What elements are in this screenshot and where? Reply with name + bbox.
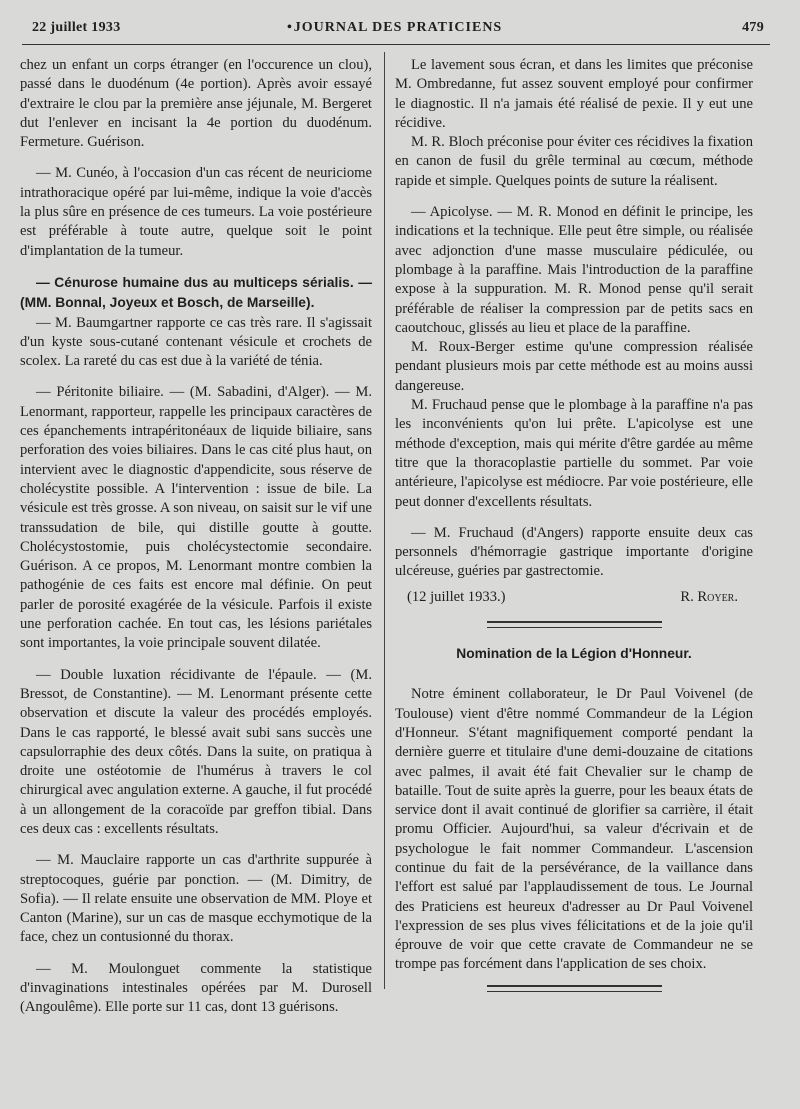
paragraph [20, 851, 372, 947]
paragraph [395, 203, 753, 338]
paragraph [395, 396, 753, 512]
paragraph [395, 133, 753, 191]
journal-title: JOURNAL DES PRATICIENS [293, 20, 503, 35]
nomination-heading: Nomination de la Légion d'Honneur. [456, 646, 692, 662]
paragraph [20, 56, 372, 152]
left-column [20, 56, 372, 1018]
paragraph-text: — M. Cunéo, à l'occasion d'un cas récent de neuriciome intrathoracique opéré par lui-même, indique la voie d'accès la plus sûre en présence de ces tumeurs. La voie postérieure est préférable à toute autre, quelque soit le point d'implantation de la tumeur. [20, 165, 372, 259]
paragraph-text: Le lavement sous écran, et dans les limites que préconise M. Ombredanne, fut assez souvent employé pour confirmer le diagnostic. Il n'a jamais été réalisé de pexie. Il y eut une récidive. [395, 57, 753, 131]
paragraph-text: chez un enfant un corps étranger (en l'occurence un clou), passé dans le duodénum (4e portion). Après avoir essayé d'extraire le clou par la première anse jéjunale, M. Bergeret dut l'enlever en incisant la 4e portion du duodénum. Fermeture. Guérison. [20, 57, 372, 151]
header-rule [22, 44, 770, 45]
paragraph [395, 524, 753, 582]
paragraph-text: — M. Mauclaire rapporte un cas d'arthrite suppurée à streptocoques, guérie par ponction. — (M. Dimitry, de Sofia). — Il relate ensuite une observation de MM. Ploye et Canton (Marine), sur un cas de masque ecchymotique de la face, chez un contusionné du thorax. [20, 852, 372, 946]
paragraph [20, 164, 372, 260]
paragraph-text: — M. Moulonguet commente la statistique d'invaginations intestinales opérées par M. Durosell (Angoulême). Elle porte sur 11 cas, dont 13 guérisons. [20, 960, 372, 1016]
right-column [395, 56, 753, 992]
section-heading [20, 273, 372, 314]
nomination-paragraph [395, 685, 753, 974]
page-number: 479 [742, 20, 764, 35]
paragraph-text: M. R. Bloch préconise pour éviter ces récidives la fixation en canon de fusil du grêle terminal au cœcum, méthode rapide et simple. Quelques points de suture la réalisent. [395, 134, 753, 189]
paragraph-text: — Cénurose humaine dus au multiceps sérialis. — (MM. Bonnal, Joyeux et Bosch, de Marseille). [20, 274, 372, 311]
paragraph [395, 56, 753, 133]
paragraph-text: M. Roux-Berger estime qu'une compression réalisée pendant plusieurs mois par cette méthode est au moins aussi dangereuse. [395, 339, 753, 394]
running-header [32, 16, 764, 42]
paragraph-text: — Double luxation récidivante de l'épaule. — (M. Bressot, de Constantine). — M. Lenormant présente cette observation et discute la valeur des procédés employés. Dans le cas rapporté, le blessé avait subi sans succès une capsulorraphie des deux côtés. Dans la suite, on pratiqua à droite une ostéotomie de l'humérus à travers le col chirurgical avec angulation externe. A gauche, il fut procédé à un allongement de la coracoïde par greffon tibial. Dans ces deux cas : excellents résultats. [20, 666, 372, 837]
paragraph-text: — Apicolyse. — M. R. Monod en définit le principe, les indications et la technique. Elle peut être simple, ou réalisée avec adjonction d'une masse musculaire pédiculée, ou plombage à la paraffine. Mais l'introduction de la paraffine expose à la suppuration. M. R. Monod pense qu'il serait préférable de réaliser la compression par de petits sacs en caoutchouc, glissés au lieu et place de la paraffine. [395, 204, 753, 336]
report-author: R. Royer. [680, 588, 738, 605]
paragraph-text: Notre éminent collaborateur, le Dr Paul Voivenel (de Toulouse) vient d'être nommé Commandeur de la Légion d'Honneur. S'étant magnifiquement comporté pendant la dernière guerre et titulaire d'une demi-douzaine de citations avec palmes, il avait été fait Chevalier sur le champ de bataille. Tout de suite après la guerre, pour les beaux états de service dont il avait continué de glorifier sa carrière, il était promu Officier. Aujourd'hui, sa valeur d'écrivain et de psychologue le fait nommer Commandeur. L'ascension continue du fait de la persévérance, de la vaillance dans l'effort est salué par l'applaudissement de tous. Le Journal des Praticiens est heureux d'adresser au Dr Paul Voivenel l'expression de ses plus vives félicitations et de la joie qu'il éprouve de voir que cette cravate de Commandeur ne se trompe pas forcément dans l'application de ses choix. [395, 686, 753, 973]
paragraph [20, 666, 372, 840]
paragraph-text: — Péritonite biliaire. — (M. Sabadini, d'Alger). — M. Lenormant, rapporteur, rappelle les principaux caractères de ces épanchements intrapéritonéaux de liquide biliaire, sans perforation des voies biliaires. Dans le cas cité plus haut, on intervient avec le diagnostic d'appendicite, sous réserve de cholécystite possible. A l'intervention : issue de bile. La vésicule est très grosse. A son niveau, on saisit sur le vif une transsudation de bile, qui distille goutte à goutte. Cholécystostomie, puis cholécystectomie secondaire. Guérison. A ce propos, M. Lenormant montre combien la pathogénie de ces faits est encore mal définie. On peut parler de porosité exagérée de la vésicule. Parfois il existe une perforation cachée. En tout cas, les lésions pariétales sont importantes, la voie principale souvent dilatée. [20, 384, 372, 652]
paragraph-text: M. Fruchaud pense que le plombage à la paraffine n'a pas les inconvénients qu'on lui prête. L'apicolyse est une méthode d'exception, mais qui mérite d'être gardée au même titre que la thoracoplastie partielle du sommet. Par voie antérieure, l'apicolyse est médiocre. Par voie postérieure, elle peut donner d'excellents résultats. [395, 397, 753, 510]
paragraph [20, 383, 372, 653]
signature-line [395, 588, 753, 607]
paragraph-text: — M. Baumgartner rapporte ce cas très rare. Il s'agissait d'un kyste sous-cutané contenant vésicule et crochets de scolex. La rareté du cas est due à la variété de ténia. [20, 314, 372, 370]
header-bullet: • [287, 20, 293, 35]
section-rule [487, 621, 662, 628]
report-date: (12 juillet 1933.) [407, 588, 506, 605]
section-rule [487, 985, 662, 992]
paragraph [20, 314, 372, 372]
paragraph [395, 338, 753, 396]
paragraph-text: — M. Fruchaud (d'Angers) rapporte ensuite deux cas personnels d'hémorragie gastrique importante d'origine ulcéreuse, guéries par gastrectomie. [395, 524, 753, 580]
issue-date: 22 juillet 1933 [32, 20, 121, 35]
paragraph [20, 960, 372, 1018]
column-divider [384, 52, 385, 989]
